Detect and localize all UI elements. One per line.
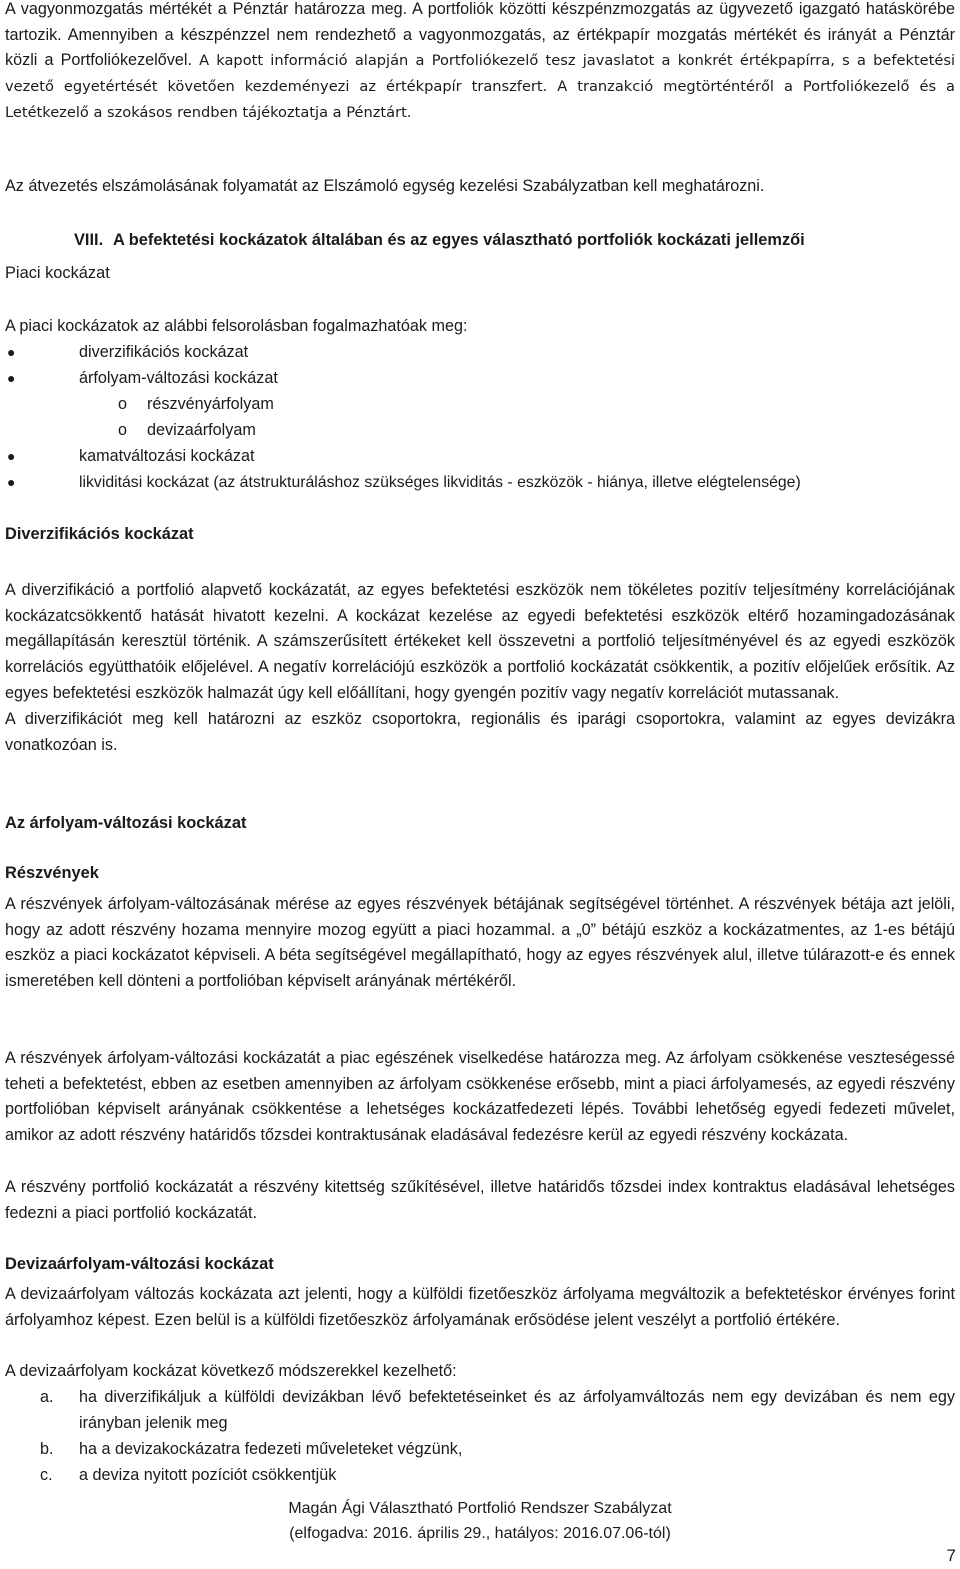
bullet-icon: ● <box>7 474 16 490</box>
shares-heading: Részvények <box>5 864 99 882</box>
fx-risk-paragraph: A devizaárfolyam változás kockázata azt jelenti, hogy a külföldi fizetőeszköz árfolyama megváltozik a befektetéskor érvényes forint árfolyamhoz képest. Ezen belül is a külföldi fizetőeszköz árfolyamának erősödése jelent veszélyt a portfolió értékére. <box>5 1285 955 1329</box>
sub-list-item-text: devizaárfolyam <box>147 421 256 439</box>
list-item-text: diverzifikációs kockázat <box>79 343 249 361</box>
intro-paragraph-plain: A vagyonmozgatás mértékét a Pénztár határozza meg. A portfoliók közötti készpénzmozgatás az ügyvezető igazgató hatáskörébe tartozik. Amennyiben a készpénzzel nem rendezhető a vagyonmozgatás, az értékpapír mozgatás mértékét és irányát a Pénztár közli a Portfoliókezelővel. <box>5 0 955 70</box>
sub-list-item-text: részvényárfolyam <box>147 395 274 413</box>
list-item <box>5 1385 955 1437</box>
settlement-paragraph: Az átvezetés elszámolásának folyamatát az Elszámoló egység kezelési Szabályzatban kell meghatározni. <box>5 177 765 195</box>
list-marker: b. <box>40 1440 54 1458</box>
sub-bullet-icon: o <box>118 421 128 439</box>
market-risk-intro: A piaci kockázatok az alábbi felsorolásban fogalmazhatóak meg: <box>5 317 468 335</box>
sub-bullet-icon: o <box>118 395 128 413</box>
price-risk-heading: Az árfolyam-változási kockázat <box>5 814 247 832</box>
footer-dates: (elfogadva: 2016. április 29., hatályos: 2016.07.06-tól) <box>289 1525 671 1542</box>
list-item-text: likviditási kockázat (az átstrukturáláshoz szükséges likviditás - eszközök - hiánya, illetve elégtelensége) <box>79 474 801 491</box>
list-marker: c. <box>40 1466 53 1484</box>
list-item-text: kamatváltozási kockázat <box>79 447 255 465</box>
page-number: 7 <box>946 1546 956 1565</box>
bullet-icon: ● <box>7 448 16 464</box>
list-item-text: árfolyam-változási kockázat <box>79 369 278 387</box>
shares-risk-paragraph: A részvények árfolyam-változási kockázatát a piac egészének viselkedése határozza meg. Az árfolyam csökkenése veszteségessé teheti a befektetést, ebben az esetben amennyiben az árfolyam csökkenése erősebb, mint a piaci árfolyamesés, az egyedi részvény portfolióban képviselt arányának csökkentése a lehetséges kockázatfedezeti lépés. További lehetőség egyedi fedezeti művelet, amikor az adott részvény határidős tőzsdei kontraktusának eladásával fedezésre kerül az egyedi részvény kockázata. <box>5 1049 955 1145</box>
list-item-text: a deviza nyitott pozíciót csökkentjük <box>79 1466 337 1484</box>
fx-risk-heading: Devizaárfolyam-változási kockázat <box>5 1255 274 1273</box>
chapter-number: VIII. <box>74 231 104 249</box>
diversification-paragraph-2: A diverzifikációt meg kell határozni az eszköz csoportokra, regionális és iparági csoportokra, valamint az egyes devizákra vonatkozóan is. <box>5 710 955 754</box>
footer-title: Magán Ági Választható Portfolió Rendszer Szabályzat <box>288 1500 672 1517</box>
bullet-icon: ● <box>7 344 16 360</box>
intro-paragraph-rest: A kapott információ alapján a Portfoliókezelő tesz javaslatot a konkrét értékpapírra, s a befektetési vezető egyetértését követően kezdeményezi az értékpapír transzfert. A tranzakció megtörténtéről a Portfoliókezelő és a Letétkezelő a szokásos rendben tájékoztatja a Pénztárt. <box>5 52 955 121</box>
list-item-text: ha diverzifikáljuk a külföldi devizákban lévő befektetéseinket és az árfolyamváltozás nem egy devizában és nem egy irányban jelenik meg <box>79 1388 955 1432</box>
fx-risk-methods-intro: A devizaárfolyam kockázat következő módszerekkel kezelhető: <box>5 1362 457 1380</box>
shares-portfolio-paragraph: A részvény portfolió kockázatát a részvény kitettség szűkítésével, illetve határidős tőzsdei index kontraktus eladásával lehetséges fedezni a piaci portfolió kockázatát. <box>5 1178 955 1222</box>
list-marker: a. <box>40 1388 54 1406</box>
list-item-text: ha a devizakockázatra fedezeti műveleteket végzünk, <box>79 1440 463 1458</box>
bullet-icon: ● <box>7 370 16 386</box>
chapter-title: A befektetési kockázatok általában és az egyes választható portfoliók kockázati jellemzői <box>113 231 805 249</box>
diversification-heading: Diverzifikációs kockázat <box>5 525 194 543</box>
market-risk-heading: Piaci kockázat <box>5 264 110 282</box>
shares-paragraph: A részvények árfolyam-változásának mérése az egyes részvények bétájának segítségével történhet. A részvények bétája azt jelöli, hogy az adott részvény hozama mennyire mozog együtt a piaci hozammal. a „0” bétájú eszköz a kockázatmentes, az 1-es bétájú eszköz a piaci kockázatot képviseli. A béta segítségével megállapítható, hogy az egyes részvények alul, illetve túlárazott-e és ennek ismeretében kell dönteni a portfolióban képviselt arányának mértékéről. <box>5 895 955 991</box>
intro-paragraph <box>5 0 955 126</box>
diversification-paragraph: A diverzifikáció a portfolió alapvető kockázatát, az egyes befektetési eszközök nem tökéletes pozitív teljesítmény korrelációjának kockázatcsökkentő hatását hivatott kezelni. A kockázat kezelése az egyedi befektetési eszközök eltérő hozamingadozásának megállapításán keresztül történik. A számszerűsített értékeket kell összevetni a portfolió teljesítményével és az egyedi eszközök korrelációs együtthatóik előjelével. A negatív korrelációjú eszközök a portfolió kockázatát csökkentik, a pozitív előjelűek erősítik. Az egyes befektetési eszközök halmazát úgy kell előállítani, hogy gyengén pozitív vagy negatív korrelációt mutassanak. <box>5 581 955 702</box>
